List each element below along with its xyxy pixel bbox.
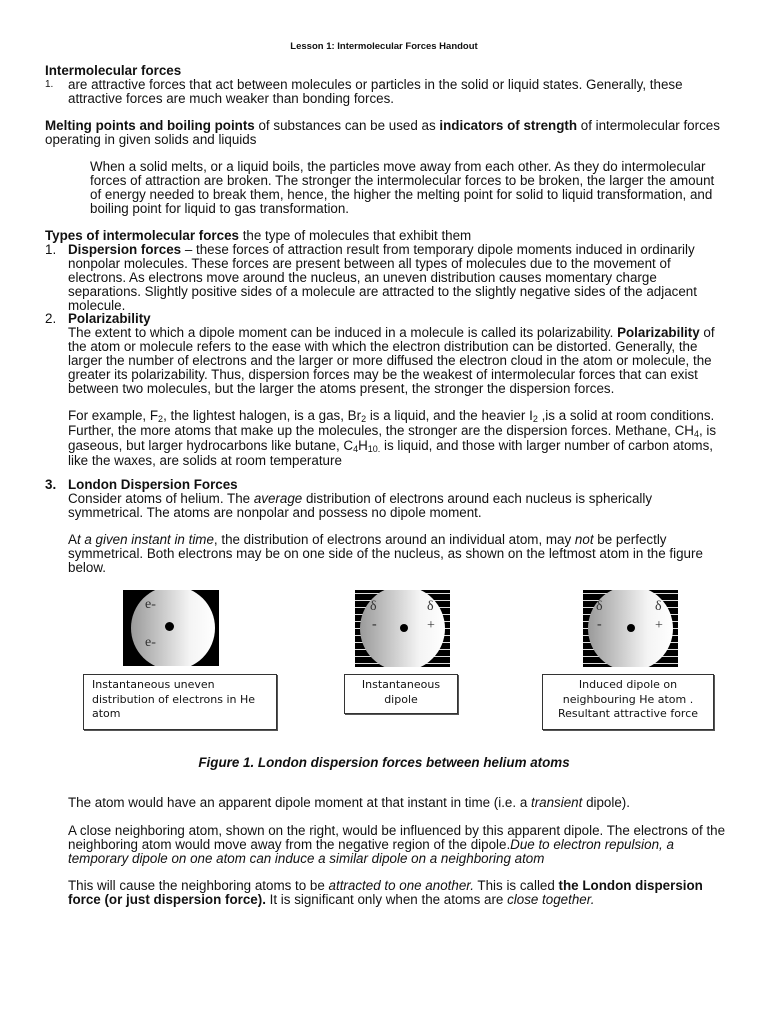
text-segment: transient: [530, 795, 583, 810]
text-segment: H: [358, 438, 368, 453]
text-segment: London Dispersion Forces: [68, 477, 238, 492]
text-segment: Polarizability: [68, 311, 151, 326]
text-segment: The extent to which a dipole moment can be induced in a molecule is called its polarizability.: [68, 325, 618, 340]
text-segment: of intermolecular forces operating in given solids and liquids: [45, 118, 720, 147]
polarizability-heading: [45, 311, 728, 326]
text-segment: δ: [655, 599, 662, 614]
definition-item: [45, 77, 728, 106]
text-segment: Dispersion forces: [68, 242, 182, 257]
text-segment: of the atom or molecule refers to the ease with which the electron distribution can be distorted. Generally, the larger the number of electrons and the larger or more diffused the electron cloud in the atom or molecule, the greater its polarizability. Thus, dispersion forces may be the weakest of intermolecular forces that can exist between two molecules, but the larger the atoms present, the stronger the dispersion forces.: [68, 325, 715, 396]
text-segment: be perfectly symmetrical. Both electrons may be on one side of the nucleus, as shown on the leftmost atom in the figure below.: [68, 532, 703, 575]
text-segment: Due to electron repulsion, a temporary dipole on one atom can induce a similar dipole on a neighboring atom: [68, 837, 674, 866]
text-segment: Intermolecular forces: [45, 63, 182, 78]
text-segment: is liquid, and those with larger number of carbon atoms, like the waxes, are solids at room temperature: [68, 438, 714, 468]
figure-caption-box-3: Induced dipole on neighbouring He atom . Resultant attractive force: [542, 674, 714, 730]
text-segment: Types of intermolecular forces: [45, 228, 239, 243]
text-segment: t a given instant in time: [76, 532, 214, 547]
text-segment: δ: [596, 599, 603, 614]
text-segment: ,is a solid at room conditions. Further, the more atoms that make up the molecules, the stronger are the dispersion forces. Methane, CH: [68, 408, 715, 438]
text-segment: Melting points and boiling points: [45, 118, 255, 133]
text-segment: – these forces of attraction result from temporary dipole moments induced in ordinarily nonpolar molecules. These forces are present between all types of molecules due to the movement of electrons. As electrons move around the nucleus, an uneven distribution causes momentary charge separations. Slightly positive sides of a molecule are attracted to the slightly negative sides of the adjacent molecule.: [68, 242, 697, 313]
melting-explanation: When a solid melts, or a liquid boils, the particles move away from each other. As they do intermolecular forces of attraction are broken. The stronger the intermolecular forces to be broken, the larger the amount of energy needed to break them, hence, the higher the melting point for solid to liquid transformation, and boiling point for liquid to gas transformation.: [90, 159, 715, 216]
text-segment: 2: [361, 414, 367, 424]
text-segment: This will cause the neighboring atoms to be: [68, 878, 329, 893]
text-segment: not: [574, 532, 594, 547]
melting-paragraph: [45, 119, 730, 147]
text-segment: The atom would have an apparent dipole moment at that instant in time (i.e. a: [68, 795, 531, 810]
text-segment: δ: [370, 599, 377, 614]
instant-paragraph: [68, 533, 728, 575]
text-segment: dipole).: [582, 795, 630, 810]
figure-caption: Figure 1. London dispersion forces between helium atoms: [198, 755, 570, 770]
text-segment: 4: [353, 444, 359, 454]
section-heading: [45, 64, 730, 78]
text-segment: , the lightest halogen, is a gas, Br: [163, 408, 362, 423]
text-segment: Consider atoms of helium. The: [68, 491, 254, 506]
transient-paragraph: [68, 796, 728, 810]
text-segment: For example, F: [68, 408, 159, 423]
text-segment: δ: [427, 599, 434, 614]
text-segment: 2: [158, 414, 164, 424]
text-segment: average: [253, 491, 303, 506]
text-segment: 2: [532, 414, 538, 424]
text-segment: , the distribution of electrons around an individual atom, may: [213, 532, 575, 547]
types-heading: [45, 229, 730, 243]
text-segment: A close neighboring atom, shown on the right, would be influenced by this apparent dipole. The electrons of the neighboring atom would move away from the negative region of the dipole.: [68, 823, 726, 852]
helium-atom-dipole: [355, 590, 450, 667]
text-segment: This is called: [473, 878, 559, 893]
text-segment: 3.: [45, 477, 57, 492]
neighbor-paragraph: [68, 824, 728, 866]
text-segment: close together.: [507, 892, 595, 907]
text-segment: 2.: [45, 311, 57, 326]
text-segment: A: [68, 532, 77, 547]
london-paragraph: [68, 492, 728, 520]
document-title: Lesson 1: Intermolecular Forces Handout: [290, 41, 478, 52]
text-segment: -: [597, 617, 602, 632]
polarizability-paragraph: [68, 326, 728, 396]
figure-caption-box-1: Instantaneous uneven distribution of electrons in He atom: [83, 674, 277, 730]
text-segment: indicators of strength: [439, 118, 578, 133]
text-segment: e-: [145, 597, 156, 612]
text-segment: attracted to one another.: [328, 878, 474, 893]
text-segment: is a liquid, and the heavier I: [366, 408, 533, 423]
text-segment: 1.: [45, 79, 54, 90]
text-segment: the London dispersion force (or just dispersion force).: [68, 878, 703, 907]
figure-caption-box-2: Instantaneous dipole: [344, 674, 458, 714]
dispersion-item: [45, 242, 728, 313]
text-segment: Polarizability: [617, 325, 700, 340]
text-segment: 1.: [45, 242, 57, 257]
london-heading: [45, 477, 728, 492]
helium-atom-induced: [583, 590, 678, 667]
text-segment: 4: [693, 429, 699, 439]
text-segment: It is significant only when the atoms are: [265, 892, 508, 907]
text-segment: , is gaseous, but larger hydrocarbons like butane, C: [68, 423, 717, 453]
text-segment: distribution of electrons around each nucleus is spherically symmetrical. The atoms are nonpolar and possess no dipole moment.: [68, 491, 653, 520]
example-paragraph: [68, 409, 728, 468]
text-segment: 10.: [367, 444, 381, 454]
text-segment: of substances can be used as: [254, 118, 440, 133]
text-segment: +: [427, 618, 435, 633]
conclusion-paragraph: [68, 879, 728, 907]
text-segment: e-: [145, 635, 156, 650]
text-segment: -: [372, 617, 377, 632]
text-segment: the type of molecules that exhibit them: [238, 228, 472, 243]
helium-atom-uneven: [123, 590, 219, 666]
text-segment: +: [655, 618, 663, 633]
text-segment: are attractive forces that act between molecules or particles in the solid or liquid states. Generally, these attractive forces are much weaker than bonding forces.: [68, 77, 683, 106]
